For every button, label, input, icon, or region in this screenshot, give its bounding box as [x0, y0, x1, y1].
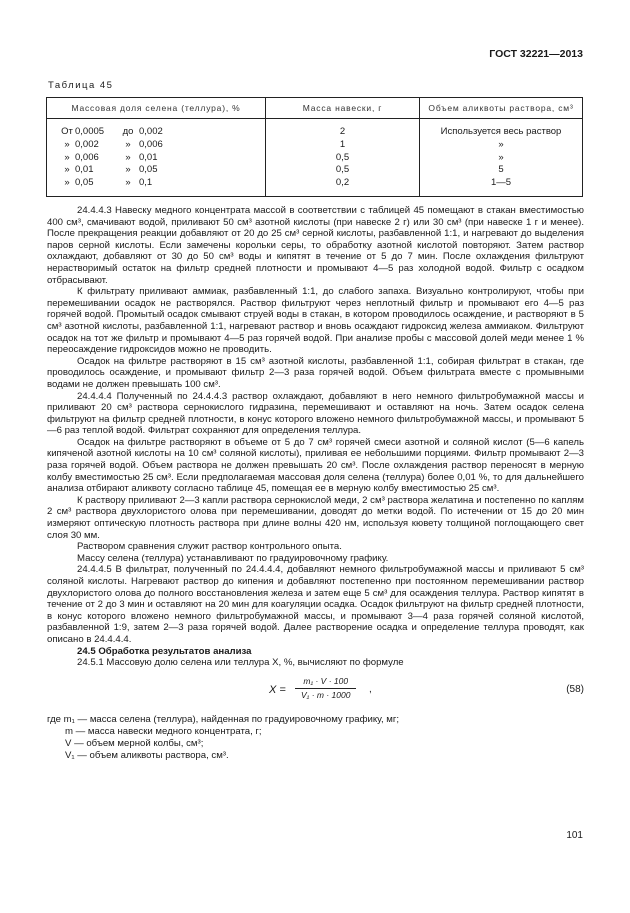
formula-fraction [295, 676, 356, 702]
range-sep: » [125, 177, 131, 189]
aliquot-value: 1—5 [490, 177, 512, 189]
fraction-cell [47, 119, 266, 197]
paragraph-optical-density: К раствору приливают 2—3 капли раствора сернокислой меди, 2 см³ раствора желатина и постепенно по каплям 2 см³ раствора двухлористого олова при перемешивании, доводят до метки водой. По истечении от 15 до 20 мин измеряют оптическую плотность раствора при длине волны 420 нм, используя кювету толщиной поглощающего свет слоя 30 мм. [47, 494, 584, 541]
range-sep: » [125, 138, 131, 150]
definition-list [47, 714, 584, 762]
definition-v1: V₁ — объем аликвоты раствора, см³. [65, 749, 229, 761]
definition-v: V — объем мерной колбы, см³; [65, 737, 204, 749]
mass-cell [266, 119, 420, 197]
formula-58 [47, 672, 584, 712]
paragraph-24-4-4-5: 24.4.4.5 В фильтрат, полученный по 24.4.4.4, добавляют немного фильтробумажной массы и приливают 5 см³ соляной кислоты. Нагревают раствор до кипения и добавляют постепенно при постоянном перемешивании раствор двухлористого олова до полного восстановления железа и затем еще 5 см³ для осаждения теллура. Раствор кипятят в течение от 2 до 3 мин и оставляют на 20 мин для коагуляции осадка. Осадок фильтруют на фильтр средней плотности, в конус которого вложено немного фильтробумажной массы, и промывают 3—4 раза горячей соляной кислотой, разбавленной 1:9, затем 2—3 раза горячей водой. Далее растворение осадка и определение теллура проводят, как описано в 24.4.4.4. [47, 564, 584, 645]
formula-intro: 24.5.1 Массовую долю селена или теллура X, %, вычисляют по формуле [77, 657, 404, 669]
range-sep: » [125, 164, 131, 176]
col-header-mass: Масса навески, г [266, 98, 420, 119]
range-to: 0,006 [139, 138, 163, 150]
document-header: ГОСТ 32221—2013 [489, 48, 583, 60]
range-prefix: » [64, 164, 70, 176]
aliquot-value: » [498, 138, 504, 150]
range-prefix: » [64, 177, 70, 189]
definition-m1: где m₁ — масса селена (теллура), найденная по градуировочному графику, мг; [47, 713, 400, 725]
data-table [46, 97, 583, 197]
formula-numerator: m₁ · V · 100 [295, 676, 356, 690]
range-sep: до [122, 126, 134, 137]
section-heading: 24.5 Обработка результатов анализа [77, 645, 252, 657]
range-sep: » [125, 151, 131, 163]
document-body [47, 205, 584, 762]
paragraph-24-4-4-4: 24.4.4.4 Полученный по 24.4.4.3 раствор охлаждают, добавляют в него немного фильтробумажной массы и приливают 20 см³ раствора сернокислого гидразина, перемешивают и оставляют на ночь. Затем осадок селена фильтруют на фильтр средней плотности, в конус которого вложено немного фильтробумажной массы, и промывают 5—6 раз теплой водой. Фильтрат сохраняют для определения теллура. [47, 390, 584, 437]
mass-value: 0,5 [335, 151, 350, 163]
page-number: 101 [566, 830, 583, 841]
range-from: 0,01 [75, 164, 94, 176]
range-prefix: От [61, 126, 73, 137]
table-body-row [47, 119, 583, 197]
range-to: 0,05 [139, 164, 158, 176]
mass-value: 2 [339, 126, 346, 137]
aliquot-value: » [498, 151, 504, 163]
paragraph-dissolve: Осадок на фильтре растворяют в 15 см³ азотной кислоты, разбавленной 1:1, собирая фильтрат в стакан, где проводилось осаждение, и промывают фильтр 2—3 раза горячей водой. Объем фильтрата вместе с промывными водами не должен превышать 100 см³. [47, 355, 584, 390]
paragraph-ammonia: К фильтрату приливают аммиак, разбавленный 1:1, до слабого запаха. Визуально контролируют, чтобы при перемешивании осадок не растворялся. Раствор фильтруют через неплотный фильтр и промывают его 4—5 раз горячей водой. Промытый осадок смывают струей воды в стакан, в котором проводилось осаждение, и растворяют в 5 см³ азотной кислоты, разбавленной 1:1, нагревают раствор и вновь осаждают гидроксид железа аммиаком. Фильтруют осадок на тот же фильтр и промывают 4—5 раз горячей водой. При анализе пробы с массовой долей меди менее 1 % переосаждение гидроксидов можно не проводить. [47, 286, 584, 356]
range-to: 0,1 [139, 177, 153, 189]
definition-m: m — масса навески медного концентрата, г; [65, 725, 262, 737]
range-prefix: » [64, 151, 70, 163]
range-from: 0,002 [75, 138, 99, 150]
range-from: 0,006 [75, 151, 99, 163]
range-list [59, 126, 259, 190]
paragraph-hot-mixture: Осадок на фильтре растворяют в объеме от 5 до 7 см³ горячей смеси азотной и соляной кислот (5—6 капель кипяченой азотной кислоты на 10 см³ соляной кислоты), приливая ее небольшими порциями. Фильтр промывают 2—3 раза горячей водой. Объем раствора не должен превышать 20 см³. После охлаждения раствор переносят в мерную колбу вместимостью 25 см³. Если предполагаемая массовая доля селена (теллура) более 0,01 %, то для дальнейшего анализа отбирают аликвоту согласно таблице 45, помещая ее в мерную колбу вместимостью 25 см³. [47, 436, 584, 495]
col-header-fraction: Массовая доля селена (теллура), % [47, 98, 266, 119]
mass-value: 1 [339, 138, 346, 150]
paragraph-24-4-4-3: 24.4.4.3 Навеску медного концентрата массой в соответствии с таблицей 45 помещают в стакан вместимостью 400 см³, смачивают водой, приливают 50 см³ азотной кислоты (при навеске 2 г) или 30 см³ (при навеске 1 г и менее). После прекращения реакции добавляют от 20 до 25 см³ серной кислоты, разбавленной 1:1, и нагревают до выделения паров серной кислоты. Если замечены корольки серы, то обработку азотной кислотой повторяют. Затем раствор охлаждают, добавляют от 30 до 50 см³ воды и кипятят в течение от 5 до 7 мин. После охлаждения фильтруют нерастворимый остаток на фильтр средней плотности и промывают 4—5 раз холодной водой. Фильтр с осадком отбрасывают. [47, 205, 584, 286]
range-to: 0,002 [139, 126, 163, 137]
paragraph-reference-solution: Раствором сравнения служит раствор контрольного опыта. [77, 541, 342, 553]
aliquot-value: 5 [498, 164, 504, 176]
aliquot-value: Используется весь раствор [440, 126, 562, 137]
range-to: 0,01 [139, 151, 158, 163]
formula-comma: , [369, 683, 372, 695]
formula-number: (58) [566, 683, 584, 695]
paragraph-calibration: Массу селена (теллура) устанавливают по градуировочному графику. [77, 552, 389, 564]
table-caption: Таблица 45 [48, 80, 114, 91]
aliquot-cell [420, 119, 583, 197]
table-header-row [47, 98, 583, 119]
range-from: 0,0005 [75, 126, 105, 137]
formula-denominator: V₁ · m · 1000 [301, 690, 351, 701]
formula-lhs: X = [269, 683, 286, 696]
range-prefix: » [64, 138, 70, 150]
range-from: 0,05 [75, 177, 94, 189]
col-header-aliquot: Объем аликвоты раствора, см³ [420, 98, 583, 119]
mass-value: 0,2 [335, 177, 350, 189]
mass-value: 0,5 [335, 164, 350, 176]
